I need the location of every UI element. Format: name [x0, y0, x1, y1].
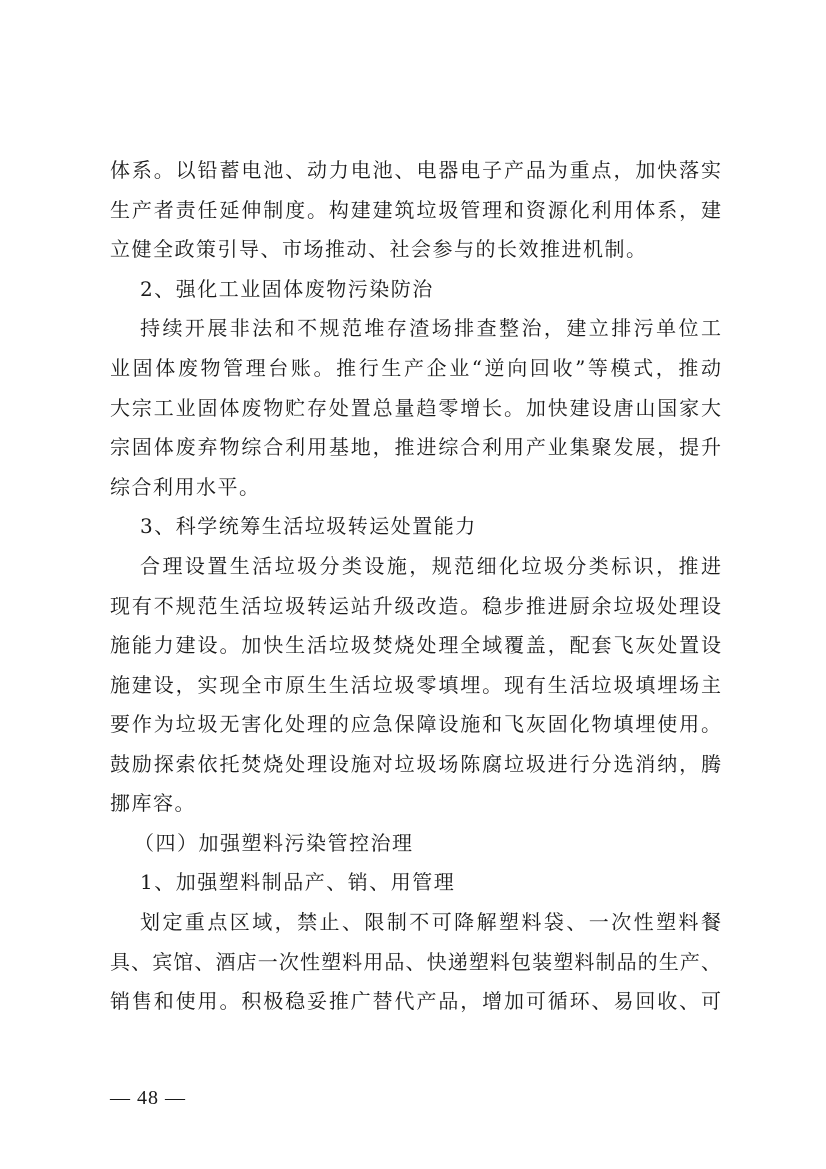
body-text-line: 具、宾馆、酒店一次性塑料用品、快递塑料包装塑料制品的生产、	[110, 950, 721, 974]
body-text-line: 销售和使用。积极稳妥推广替代产品，增加可循环、易回收、可	[110, 989, 721, 1013]
body-text-line: 施能力建设。加快生活垃圾焚烧处理全域覆盖，配套飞灰处置设	[110, 633, 721, 657]
body-text-line: 业固体废物管理台账。推行生产企业“逆向回收”等模式，推动	[110, 356, 721, 380]
body-text-line: 施建设，实现全市原生生活垃圾零填埋。现有生活垃圾填埋场主	[110, 673, 721, 697]
body-text-line: 现有不规范生活垃圾转运站升级改造。稳步推进厨余垃圾处理设	[110, 594, 721, 618]
body-text-line: 大宗工业固体废物贮存处置总量趋零增长。加快建设唐山国家大	[110, 396, 721, 420]
subheading-2: 2、强化工业固体废物污染防治	[140, 277, 434, 301]
body-text-line: 鼓励探索依托焚烧处理设施对垃圾场陈腐垃圾进行分选消纳，腾	[110, 752, 721, 776]
body-text-line: 合理设置生活垃圾分类设施，规范细化垃圾分类标识，推进	[140, 554, 721, 578]
body-text-line: 立健全政策引导、市场推动、社会参与的长效推进机制。	[110, 237, 648, 261]
body-text-line: 要作为垃圾无害化处理的应急保障设施和飞灰固化物填埋使用。	[110, 712, 721, 736]
body-text-line: 持续开展非法和不规范堆存渣场排查整治，建立排污单位工	[140, 316, 721, 340]
body-text-line: 划定重点区域，禁止、限制不可降解塑料袋、一次性塑料餐	[140, 910, 721, 934]
subheading-1: 1、加强塑料制品产、销、用管理	[140, 870, 456, 894]
body-text-line: 挪库容。	[110, 791, 196, 815]
body-text-line: 生产者责任延伸制度。构建建筑垃圾管理和资源化利用体系，建	[110, 198, 721, 222]
body-text-line: 体系。以铅蓄电池、动力电池、电器电子产品为重点，加快落实	[110, 158, 721, 182]
body-text-line: 综合利用水平。	[110, 475, 261, 499]
section-heading-4: （四）加强塑料污染管控治理	[134, 831, 414, 855]
subheading-3: 3、科学统筹生活垃圾转运处置能力	[140, 514, 477, 538]
body-text-line: 宗固体废弃物综合利用基地，推进综合利用产业集聚发展，提升	[110, 435, 721, 459]
page-number: — 48 —	[110, 1087, 186, 1109]
